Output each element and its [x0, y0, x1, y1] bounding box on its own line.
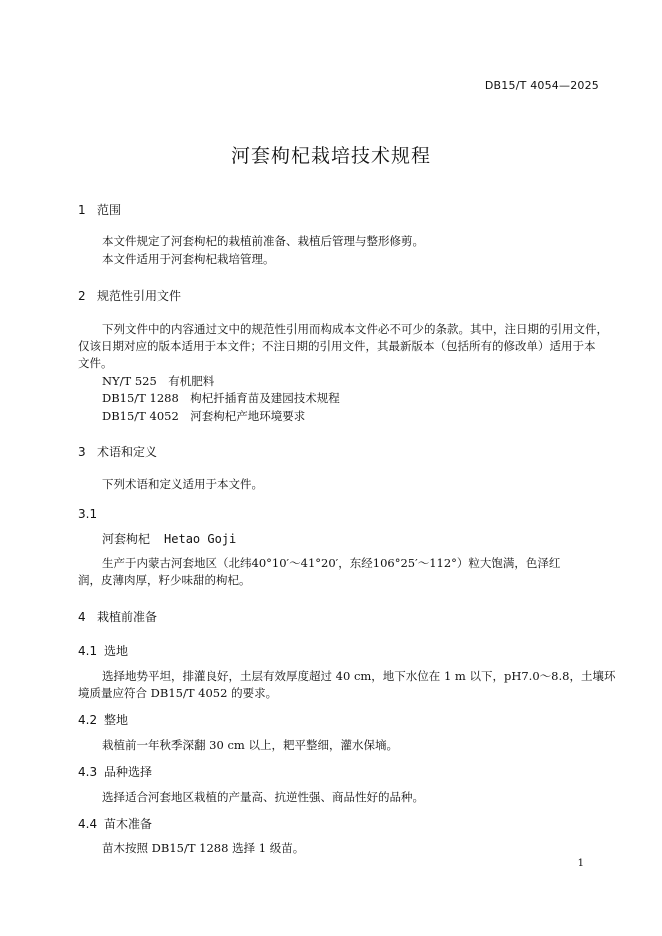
section-number: 1 [78, 203, 86, 217]
paragraph: 下列术语和定义适用于本文件。 [102, 477, 263, 491]
paragraph-line: 文件。 [78, 356, 113, 370]
subsection-4-2-heading [78, 711, 128, 728]
page-number: 1 [577, 858, 584, 869]
paragraph: 栽植前一年秋季深翻 30 cm 以上，耙平整细，灌水保墒。 [102, 738, 398, 752]
paragraph-line: 仅该日期对应的版本适用于本文件；不注日期的引用文件，其最新版本（包括所有的修改单）适用于本 [78, 339, 596, 353]
paragraph-line: 境质量应符合 DB15/T 4052 的要求。 [78, 686, 278, 700]
subsection-number: 4.3 [78, 765, 98, 779]
section-title: 栽植前准备 [97, 610, 158, 624]
section-title: 术语和定义 [97, 445, 158, 459]
paragraph: 本文件规定了河套枸杞的栽植前准备、栽植后管理与整形修剪。 [102, 234, 424, 248]
section-4-heading [78, 608, 157, 625]
subsection-4-3-heading [78, 763, 152, 780]
subsection-4-4-heading [78, 815, 152, 832]
subsection-number: 4.1 [78, 644, 98, 658]
subsection-title: 整地 [104, 713, 129, 727]
term-chinese: 河套枸杞 [102, 532, 151, 546]
paragraph: 本文件适用于河套枸杞栽培管理。 [102, 252, 275, 266]
reference-item: DB15/T 1288 枸杞扦插育苗及建园技术规程 [102, 391, 340, 405]
subclause-number: 3.1 [78, 507, 98, 521]
section-title: 范围 [97, 203, 122, 217]
section-number: 4 [78, 610, 86, 624]
paragraph-line: 选择地势平坦，排灌良好，土层有效厚度超过 40 cm，地下水位在 1 m 以下，pH7.0～8.8，土壤环 [102, 669, 616, 683]
subsection-number: 4.2 [78, 713, 98, 727]
standard-number: DB15/T 4054—2025 [484, 79, 599, 92]
paragraph: 苗木按照 DB15/T 1288 选择 1 级苗。 [102, 841, 305, 855]
section-3-heading [78, 443, 157, 460]
section-number: 3 [78, 445, 86, 459]
definition-line: 生产于内蒙古河套地区（北纬40°10′～41°20′，东经106°25′～112°）粒大饱满，色泽红 [102, 556, 561, 570]
section-2-heading [78, 287, 181, 304]
subsection-title: 品种选择 [104, 765, 153, 779]
section-number: 2 [78, 289, 86, 303]
document-title: 河套枸杞栽培技术规程 [230, 145, 431, 167]
reference-item: DB15/T 4052 河套枸杞产地环境要求 [102, 409, 306, 423]
definition-line: 润，皮薄肉厚，籽少味甜的枸杞。 [78, 573, 251, 587]
reference-item: NY/T 525 有机肥料 [102, 374, 215, 388]
section-1-heading [78, 201, 121, 218]
term-english: Hetao Goji [164, 532, 237, 546]
subsection-title: 苗木准备 [104, 817, 153, 831]
term-entry [102, 530, 236, 547]
paragraph: 选择适合河套地区栽植的产量高、抗逆性强、商品性好的品种。 [102, 790, 424, 804]
subsection-title: 选地 [104, 644, 129, 658]
section-title: 规范性引用文件 [97, 289, 182, 303]
subsection-4-1-heading [78, 642, 128, 659]
subsection-number: 4.4 [78, 817, 98, 831]
paragraph-line: 下列文件中的内容通过文中的规范性引用而构成本文件必不可少的条款。其中，注日期的引用文件， [102, 322, 608, 336]
